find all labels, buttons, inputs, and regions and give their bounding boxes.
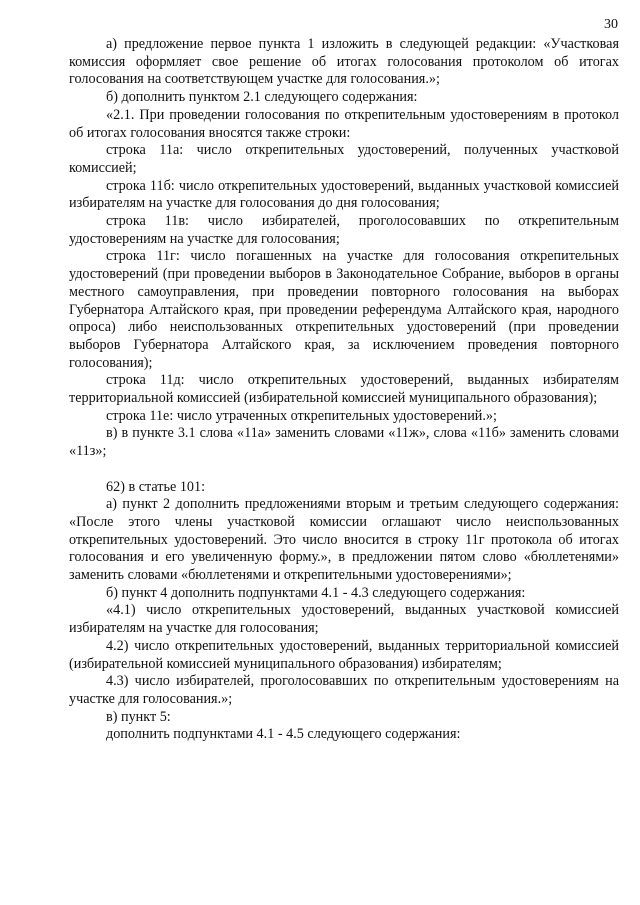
paragraph: «2.1. При проведении голосования по открепительным удостоверениям в протокол об итогах голосования вносятся также строки: [69,106,619,141]
paragraph: в) пункт 5: [106,708,171,725]
paragraph: 4.2) число открепительных удостоверений, выданных территориальной комиссией (избирательной комиссией муниципального образования) избирателям; [69,637,619,672]
paragraph: а) предложение первое пункта 1 изложить в следующей редакции: «Участковая комиссия оформляет свое решение об итогах голосования протоколом об итогах голосования на соответствующем участке для голосования.»; [69,36,619,88]
paragraph: а) пункт 2 дополнить предложениями вторым и третьим следующего содержания: «После этого члены участковой комиссии оглашают число неиспользованных открепительных удостоверений. Это число вносится в строку 11г протокола об итогах голосования и его увеличенную форму.», в предложении пятом слово «бюллетенями» заменить словами «бюллетенями и открепительными удостоверениями»; [69,496,619,584]
paragraph: строка 11б: число открепительных удостоверений, выданных участковой комиссией избирателям на участке для голосования до дня голосования; [69,177,619,212]
paragraph: в) в пункте 3.1 слова «11а» заменить словами «11ж», слова «11б» заменить словами «11з»; [69,425,619,460]
paragraph: строка 11д: число открепительных удостоверений, выданных избирателям территориальной комиссией (избирательной комиссией муниципального образования); [69,372,619,407]
paragraph: дополнить подпунктами 4.1 - 4.5 следующего содержания: [106,726,461,743]
paragraph: строка 11г: число погашенных на участке для голосования открепительных удостоверений (при проведении выборов в Законодательное Собрание, выборов в органы местного самоуправления, при проведении повторного голосования на выборах Губернатора Алтайского края, при проведении референдума Алтайского края, народного опроса) либо неиспользованных открепительных удостоверений (при проведении выборов Губернатора Алтайского края, за исключением проведения повторного голосования); [69,248,619,371]
article-heading: 62) в статье 101: [106,478,206,495]
paragraph: б) пункт 4 дополнить подпунктами 4.1 - 4.3 следующего содержания: [106,584,526,601]
paragraph: «4.1) число открепительных удостоверений, выданных участковой комиссией избирателям на участке для голосования; [69,602,619,637]
paragraph: строка 11а: число открепительных удостоверений, полученных участковой комиссией; [69,142,619,176]
document-body [69,36,619,744]
page-number: 30 [604,17,618,32]
paragraph: строка 11е: число утраченных открепительных удостоверений.»; [106,407,497,424]
paragraph: строка 11в: число избирателей, проголосовавших по открепительным удостоверениям на участке для голосования; [69,213,619,247]
paragraph: 4.3) число избирателей, проголосовавших по открепительным удостоверениям на участке для голосования.»; [69,673,619,707]
paragraph: б) дополнить пунктом 2.1 следующего содержания: [106,89,418,106]
